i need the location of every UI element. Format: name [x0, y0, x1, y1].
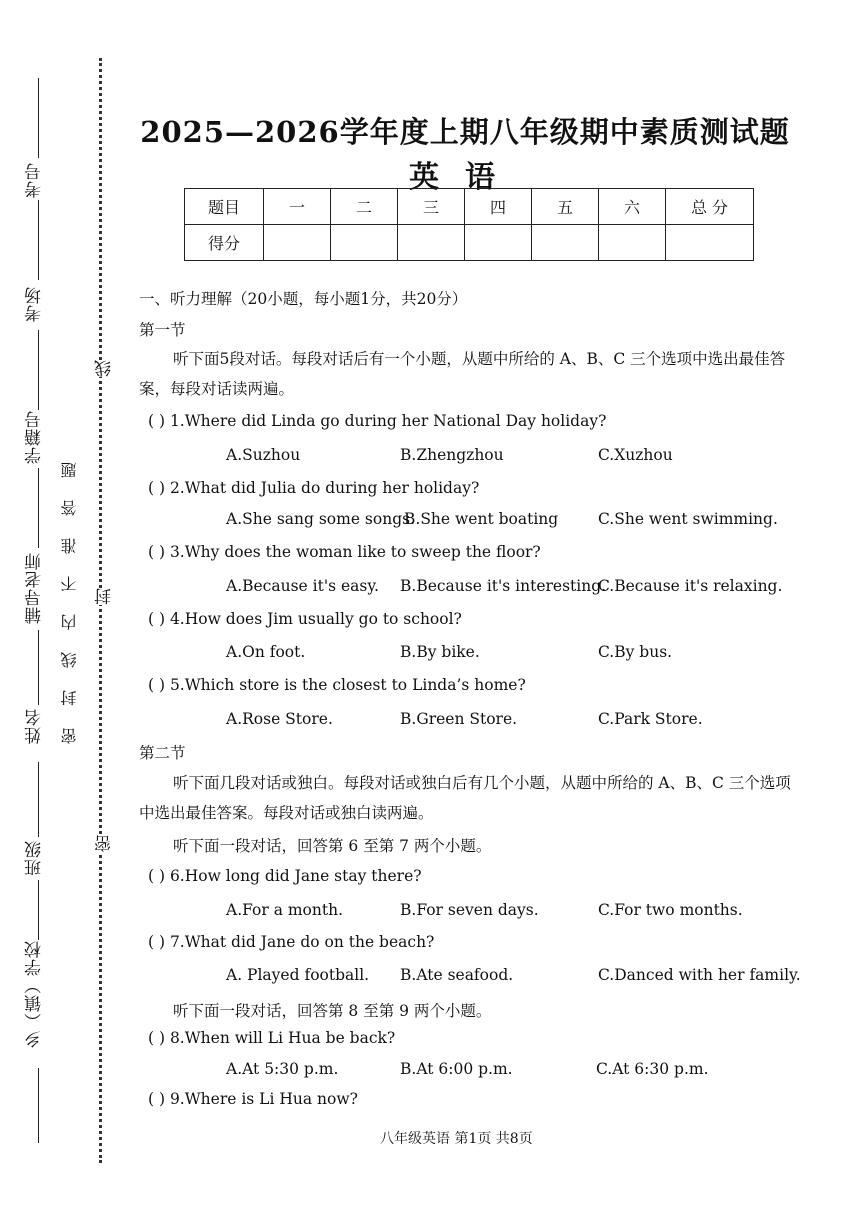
score-cell-1: 一	[264, 189, 331, 225]
exam-title: 2025—2026学年度上期八年级期中素质测试题	[140, 115, 790, 149]
q4-option-b[interactable]: B.By bike.	[400, 643, 480, 661]
margin-line-3	[38, 330, 39, 410]
q5-option-c[interactable]: C.Park Store.	[598, 710, 703, 728]
seal-warning: 密封线内不准答题	[60, 440, 79, 744]
score-table-header-row	[185, 189, 754, 225]
margin-line-5	[38, 630, 39, 705]
q6-option-b[interactable]: B.For seven days.	[400, 901, 539, 919]
part2-instructions: 听下面几段对话或独白。每段对话或独白后有几个小题，从题中所给的 A、B、C 三个选项中选出最佳答案。每段对话或独白读两遍。	[139, 774, 791, 822]
q8-option-a[interactable]: A.At 5:30 p.m.	[226, 1060, 339, 1078]
score-input-1[interactable]	[264, 225, 331, 261]
q5-option-b[interactable]: B.Green Store.	[400, 710, 518, 728]
q4-option-a[interactable]: A.On foot.	[226, 643, 306, 661]
question-6: ( ) 6.How long did Jane stay there?	[148, 867, 422, 885]
label-student-id: 学籍号	[25, 410, 45, 464]
label-class: 班级	[25, 840, 45, 876]
dialog-a-instruction: 听下面一段对话，回答第 6 至第 7 两个小题。	[173, 837, 492, 855]
seal-mark-line: 线	[92, 360, 117, 377]
part1-label: 第一节	[139, 321, 186, 339]
q1-option-a[interactable]: A.Suzhou	[226, 446, 301, 464]
question-8: ( ) 8.When will Li Hua be back?	[148, 1029, 396, 1047]
question-5: ( ) 5.Which store is the closest to Linda’s home?	[148, 676, 526, 694]
score-cell-5: 五	[532, 189, 599, 225]
q5-option-a[interactable]: A.Rose Store.	[226, 710, 333, 728]
margin-line-7	[38, 880, 39, 940]
score-row-label: 得分	[185, 225, 264, 261]
q6-option-c[interactable]: C.For two months.	[598, 901, 743, 919]
q3-option-b[interactable]: B.Because it's interesting.	[400, 577, 607, 595]
q2-option-a[interactable]: A.She sang some songs.	[226, 510, 416, 528]
question-1: ( ) 1.Where did Linda go during her National Day holiday?	[148, 412, 607, 430]
q3-option-c[interactable]: C.Because it's relaxing.	[598, 577, 783, 595]
seal-dotted-line	[99, 58, 102, 1163]
score-cell-3: 三	[398, 189, 465, 225]
label-exam-room: 考场	[25, 286, 45, 322]
label-tutor: 辅导老师	[25, 552, 45, 624]
score-input-3[interactable]	[398, 225, 465, 261]
question-2: ( ) 2.What did Julia do during her holiday?	[148, 479, 480, 497]
label-exam-number: 考号	[25, 162, 45, 198]
q3-option-a[interactable]: A.Because it's easy.	[226, 577, 379, 595]
question-4: ( ) 4.How does Jim usually go to school?	[148, 610, 462, 628]
question-7: ( ) 7.What did Jane do on the beach?	[148, 933, 435, 951]
score-input-4[interactable]	[465, 225, 532, 261]
label-school: 乡（镇）学校	[25, 940, 45, 1048]
score-cell-label: 题目	[185, 189, 264, 225]
score-table-score-row	[185, 225, 754, 261]
question-3: ( ) 3.Why does the woman like to sweep the floor?	[148, 543, 541, 561]
q2-option-b[interactable]: B.She went boating	[404, 510, 559, 528]
q2-option-c[interactable]: C.She went swimming.	[598, 510, 778, 528]
margin-line-6	[38, 762, 39, 837]
seal-mark-close: 密	[92, 835, 117, 852]
score-input-6[interactable]	[599, 225, 666, 261]
q8-option-b[interactable]: B.At 6:00 p.m.	[400, 1060, 513, 1078]
dialog-b-instruction: 听下面一段对话，回答第 8 至第 9 两个小题。	[173, 1002, 492, 1020]
q7-option-b[interactable]: B.Ate seafood.	[400, 966, 514, 984]
score-cell-2: 二	[331, 189, 398, 225]
q1-option-c[interactable]: C.Xuzhou	[598, 446, 673, 464]
q1-option-b[interactable]: B.Zhengzhou	[400, 446, 504, 464]
score-cell-6: 六	[599, 189, 666, 225]
score-input-total[interactable]	[666, 225, 754, 261]
score-table	[184, 188, 754, 261]
q6-option-a[interactable]: A.For a month.	[226, 901, 344, 919]
seal-mark-seal: 封	[92, 588, 117, 605]
score-cell-4: 四	[465, 189, 532, 225]
question-9: ( ) 9.Where is Li Hua now?	[148, 1090, 358, 1108]
q8-option-c[interactable]: C.At 6:30 p.m.	[596, 1060, 709, 1078]
q4-option-c[interactable]: C.By bus.	[598, 643, 673, 661]
label-name: 姓名	[25, 708, 45, 744]
exam-subject: 英语	[409, 160, 521, 195]
score-input-5[interactable]	[532, 225, 599, 261]
margin-line-2	[38, 200, 39, 280]
part2-label: 第二节	[139, 744, 186, 762]
score-input-2[interactable]	[331, 225, 398, 261]
page-footer: 八年级英语 第1页 共8页	[380, 1131, 533, 1147]
part1-instructions: 听下面5段对话。每段对话后有一个小题，从题中所给的 A、B、C 三个选项中选出最佳答案，每段对话读两遍。	[139, 350, 786, 398]
margin-line-4	[38, 468, 39, 548]
section-heading: 一、听力理解（20小题，每小题1分，共20分）	[139, 290, 468, 308]
q7-option-c[interactable]: C.Danced with her family.	[598, 966, 801, 984]
score-cell-total: 总 分	[666, 189, 754, 225]
q7-option-a[interactable]: A. Played football.	[226, 966, 370, 984]
margin-line-8	[38, 1068, 39, 1143]
